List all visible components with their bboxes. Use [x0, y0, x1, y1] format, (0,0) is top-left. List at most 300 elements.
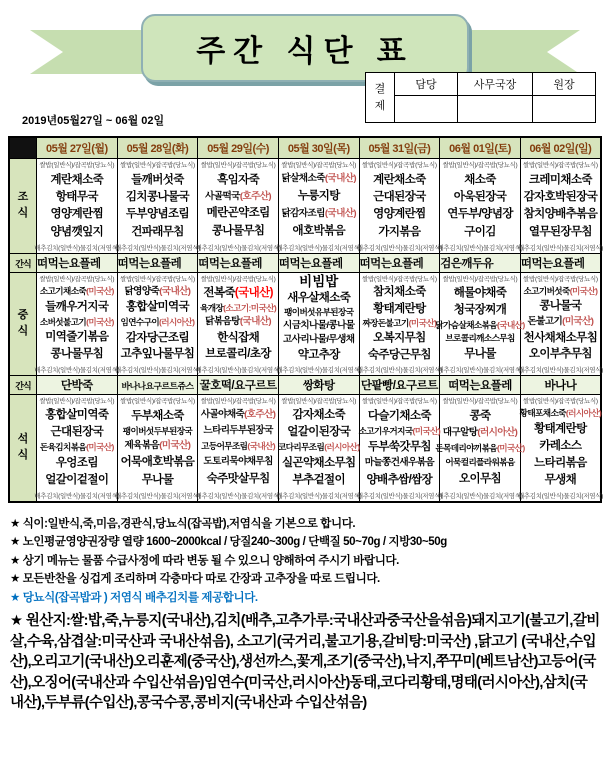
rice-note: 쌀밥(일반식)/잡곡밥(당뇨식): [39, 398, 115, 405]
menu-item: [359, 427, 441, 437]
menu-item-text: 고추잎나물무침: [120, 348, 195, 361]
menu-item: [283, 321, 354, 332]
kimchi-note: 배추김치(일반식)물김치(저염식): [34, 366, 120, 374]
menu-item: [281, 174, 356, 185]
menu-item-text: 임연수구이: [120, 317, 160, 328]
menu-item: [373, 174, 426, 187]
menu-item: [368, 410, 431, 423]
snack-cell: [198, 254, 279, 273]
menu-item-text: 소고기우거지국: [358, 425, 413, 436]
menu-item: [217, 174, 259, 187]
menu-item-text: 얼갈이겉절이: [45, 473, 109, 486]
snack-row: [9, 376, 601, 395]
snack-cell: [37, 254, 118, 273]
snack-cell: [278, 376, 359, 395]
day-header-1: 05월 27일(월): [37, 137, 118, 159]
menu-cell: [114, 273, 201, 376]
note-item: ★ 모든반찬을 싱겁게 조리하며 각층마다 따로 간장과 고추장을 따로 드립니다.: [10, 573, 380, 586]
menu-item: [278, 443, 360, 453]
menu-item-text: 두부채소죽: [131, 409, 184, 422]
menu-item: [121, 456, 195, 469]
menu-item: [205, 192, 271, 203]
snack-cell: [359, 254, 440, 273]
menu-cell-content: [276, 395, 362, 501]
menu-item: [125, 441, 191, 452]
origin-tag: (국내산): [497, 319, 525, 330]
menu-item-text: 닭볶음탕: [205, 315, 240, 327]
menu-item-text: 약고추장: [297, 348, 340, 361]
menu-item-text: 소버섯불고기: [39, 316, 87, 327]
menu-item: [459, 473, 501, 486]
menu-item-text: 닭감자조림: [281, 207, 325, 219]
menu-item: [51, 226, 104, 239]
menu-item: [51, 208, 104, 221]
menu-item-text: 참치채소죽: [373, 286, 426, 299]
menu-item: [121, 348, 195, 361]
origin-tag: (러시아산): [159, 317, 195, 328]
menu-item-text: 육개장: [200, 302, 224, 313]
menu-cell-content: [356, 395, 442, 501]
menu-item: [45, 331, 108, 344]
menu-item-text: 무나물: [141, 473, 174, 486]
kimchi-note: 배추김치(일반식)물김치(저염식): [517, 366, 604, 374]
menu-item: [131, 226, 184, 239]
menu-item: [126, 191, 189, 204]
menu-item-text: 홍합살미역죽: [45, 409, 109, 422]
menu-item: [292, 225, 345, 238]
kimchi-note: 배추김치(일반식)물김치(저염식): [195, 244, 281, 252]
menu-cell-content: [435, 273, 525, 375]
menu-cell-content: [195, 395, 281, 501]
menu-cell: [517, 273, 604, 376]
row-label-char: 석: [17, 433, 29, 446]
kimchi-note: 배추김치(일반식)물김치(저염식): [356, 366, 442, 374]
menu-item: [207, 473, 270, 486]
origin-tag: (미국산): [497, 442, 525, 453]
menu-item: [121, 318, 195, 328]
origin-tag: (미국산): [562, 315, 594, 327]
rice-note: 쌀밥(일반식)/잡곡밥(당뇨식): [281, 162, 357, 169]
menu-item-text: 시금치나물/콩나물: [283, 320, 355, 332]
menu-item-text: 다슬기채소죽: [367, 409, 431, 422]
day-header-6: 06월 01일(토): [440, 137, 521, 159]
menu-item: [205, 317, 271, 328]
menu-item-text: 소고기버섯죽: [523, 285, 570, 296]
menu-item: [203, 287, 273, 300]
menu-item-text: 오이무침: [459, 473, 502, 486]
menu-item: [51, 348, 104, 361]
menu-item: [534, 457, 587, 470]
menu-item-text: 팽이버섯두부된장국: [122, 425, 193, 436]
menu-item: [435, 444, 524, 454]
menu-item-text: 계란채소죽: [373, 173, 426, 186]
menu-item: [281, 209, 356, 220]
menu-item: [131, 410, 184, 423]
menu-cell: [114, 395, 201, 503]
origin-tag: (국내산): [247, 441, 276, 452]
menu-item: [205, 348, 271, 361]
menu-cell: [435, 273, 525, 376]
rice-note: 쌀밥(일반식)/잡곡밥(당뇨식): [120, 398, 195, 405]
origin-text: ★ 원산지:쌀:밥,죽,누릉지(국내산),김치(배추,고추가루:국내산과중국산을섞음)돼지고기(불고기,갈비살,수육,삼겹살:미국산과 국내산섞음), 소고기(국거리,불고기용,갈비탕:미국산) ,닭고기 (국내산,수입산),오리고기(국내산)오리훈제(중국산),생선까스,꽃게,조기(중국산),낙지,쭈꾸미(베트남산)고등어(국산),오징어(국내산과 수입산섞음)임연수(미국산,러시아산)동태,코다리황태,명태(러시아산),삼치(국내산),두부류(수입산),콩국수콩,콩비지(국내산과 수입산섞음): [10, 612, 600, 712]
menu-item-text: 채소죽: [464, 173, 496, 186]
menu-item-text: 제육볶음: [124, 440, 160, 451]
snack-cell: [440, 254, 521, 273]
menu-item-text: 브로콜리깨소스무침: [445, 333, 515, 344]
menu-item-text: 어묵애호박볶음: [120, 456, 195, 469]
menu-item-text: 한식잡채: [217, 331, 260, 344]
kimchi-note: 배추김치(일반식)물김치(저염식): [114, 366, 201, 374]
snack-item: 꿀호떡/요구르트: [199, 380, 277, 392]
menu-item-text: 건파래무침: [131, 225, 184, 238]
menu-item-text: 돈육김치볶음: [39, 442, 87, 453]
approval-stamp-top: 결: [374, 83, 386, 95]
row-label-char: 중: [17, 309, 29, 322]
origin-tag: (러시아산): [324, 442, 360, 453]
menu-cell-content: [34, 395, 120, 501]
snack-item: 쌍화탕: [302, 380, 335, 392]
date-range: 2019년05월27일 ~ 06월 02일: [22, 115, 165, 127]
menu-item: [373, 303, 426, 316]
rice-note: 쌀밥(일반식)/잡곡밥(당뇨식): [200, 398, 276, 405]
menu-item-text: 영양계란찜: [50, 208, 104, 221]
rice-note: 쌀밥(일반식)/잡곡밥(당뇨식): [442, 276, 518, 283]
menu-item-text: 두부양념조림: [125, 208, 189, 221]
snack-cell: [117, 376, 198, 395]
menu-item: [51, 426, 104, 439]
menu-item-text: 새우살채소죽: [287, 292, 351, 305]
menu-item-text: 감자당근조림: [125, 331, 189, 344]
snack-item: 검은깨두유: [440, 258, 494, 270]
rice-note: 쌀밥(일반식)/잡곡밥(당뇨식): [362, 162, 437, 169]
menu-item: [45, 474, 108, 487]
menu-item-text: 카레소스: [539, 439, 582, 452]
menu-item: [520, 409, 602, 419]
menu-item: [373, 286, 426, 299]
menu-cell: [517, 395, 604, 503]
menu-item: [201, 410, 276, 421]
menu-item-text: 감자채소죽: [292, 409, 346, 422]
menu-item-text: 전복죽: [203, 286, 235, 299]
menu-item-text: 브로콜리/초장: [205, 348, 271, 361]
menu-item-text: 닭가슴살채소볶음: [435, 319, 498, 330]
meal-row: [9, 395, 601, 503]
menu-item-text: 흑임자죽: [217, 173, 260, 186]
menu-cell-content: [356, 273, 442, 375]
snack-item: 떠먹는요플레: [37, 258, 101, 270]
menu-item: [362, 319, 436, 329]
origin-tag: (러시아산): [477, 426, 518, 438]
menu-item: [45, 301, 108, 314]
menu-item-text: 돈불고기: [527, 315, 563, 327]
kimchi-note: 배추김치(일반식)물김치(저염식): [276, 244, 362, 252]
menu-item-text: 양배추쌈/쌈장: [366, 473, 433, 486]
menu-item-text: 콩나물국: [539, 300, 582, 313]
menu-item: [284, 308, 353, 318]
menu-item: [435, 321, 524, 331]
menu-item-text: 황태계란탕: [373, 302, 426, 315]
row-label: 간식: [9, 254, 37, 273]
menu-item-text: 얼갈이된장국: [287, 426, 351, 439]
menu-item: [365, 458, 434, 469]
rice-note: 쌀밥(일반식)/잡곡밥(당뇨식): [523, 276, 598, 283]
menu-item: [464, 226, 496, 239]
menu-item-text: 숙주당근무침: [367, 348, 431, 361]
menu-item: [464, 348, 496, 361]
menu-item-text: 고등어무조림: [201, 441, 248, 452]
menu-item: [529, 174, 592, 187]
rice-note: 쌀밥(일반식)/잡곡밥(당뇨식): [200, 162, 276, 169]
menu-item: [203, 426, 272, 437]
menu-cell: [435, 395, 525, 503]
menu-cell: [276, 273, 362, 376]
origin-tag: (미국산): [412, 425, 441, 436]
menu-cell: [276, 395, 362, 503]
snack-cell: [278, 254, 359, 273]
menu-item-text: 홍합살미역국: [125, 301, 189, 314]
menu-item-text: 항태무국: [55, 190, 98, 203]
origin-tag: (국내산): [159, 285, 191, 297]
menu-item: [123, 427, 192, 437]
menu-item: [367, 474, 433, 487]
menu-cell-content: [276, 273, 362, 375]
approval-stamp-bottom: 제: [374, 99, 386, 112]
menu-cell: [34, 159, 120, 254]
kimchi-note: 배추김치(일반식)물김치(저염식): [276, 366, 362, 374]
origin-tag: (국내산): [324, 207, 357, 219]
snack-cell: [520, 254, 601, 273]
menu-item-text: 오이부추무침: [528, 348, 592, 361]
menu-item: [292, 474, 345, 487]
menu-item: [534, 423, 587, 436]
day-header-3: 05월 29일(수): [198, 137, 279, 159]
menu-item: [539, 300, 581, 313]
note-item: ★ 상기 메뉴는 물품 수급사정에 따라 변동 될 수 있으니 양해하여 주시기 바랍니다.: [10, 554, 399, 567]
rice-note: 쌀밥(일반식)/잡곡밥(당뇨식): [281, 398, 357, 405]
menu-item-text: 근대된장국: [373, 190, 426, 203]
snack-item: 떠먹는요플레: [278, 258, 343, 270]
menu-cell: [356, 159, 442, 254]
menu-item-text: 메란곤약조림: [206, 207, 270, 220]
menu-item: [201, 442, 275, 452]
menu-item: [283, 335, 354, 346]
menu-item: [529, 226, 592, 239]
kimchi-note: 배추김치(일반식)물김치(저염식): [195, 492, 281, 500]
snack-item: 단박죽: [60, 380, 93, 392]
menu-item-text: 무생채: [544, 473, 577, 486]
menu-item-text: 코다리무조림: [277, 442, 325, 453]
menu-item: [454, 191, 507, 204]
menu-item: [524, 191, 598, 204]
menu-item-text: 참치양배추볶음: [523, 208, 598, 221]
menu-item-text: 숙주맛살무침: [206, 472, 270, 485]
menu-cell: [356, 273, 442, 376]
kimchi-note: 배추김치(일반식)물김치(저염식): [356, 245, 442, 252]
origin-tag: (국내산): [239, 315, 272, 327]
menu-item-text: 누릉지탕: [297, 190, 340, 203]
snack-cell: [37, 376, 118, 395]
menu-cell: [34, 273, 120, 376]
menu-item: [527, 317, 593, 328]
snack-cell: [117, 254, 198, 273]
kimchi-note: 배추김치(일반식)물김치(저염식): [195, 366, 281, 374]
menu-item: [40, 287, 114, 297]
menu-item-text: 구이김: [464, 225, 496, 238]
menu-item: [378, 226, 420, 239]
row-label-char: 조: [17, 191, 29, 204]
note-item: ★ 노인평균영양권장량 열량 1600~2000kcal / 당질240~300g / 단백질 50~70g / 지방30~50g: [10, 536, 447, 549]
origin-tag: (미국산): [159, 440, 191, 451]
menu-item: [212, 225, 265, 238]
menu-item-text: 짜장돈불고기: [362, 318, 409, 329]
menu-cell: [195, 395, 281, 503]
snack-item: 떠먹는요플레: [359, 258, 424, 270]
menu-item: [56, 191, 98, 204]
menu-item-text: 대구알탕: [442, 426, 478, 438]
row-label-char: 식: [17, 449, 29, 461]
menu-item-text: 계란채소죽: [50, 173, 104, 186]
menu-item: [51, 174, 104, 187]
menu-item: [126, 208, 189, 221]
menu-cell-content: [437, 159, 523, 253]
rice-note: 쌀밥(일반식)/잡곡밥(당뇨식): [39, 162, 115, 169]
menu-item-text: 아욱된장국: [453, 190, 507, 203]
menu-item: [56, 457, 98, 470]
menu-item-text: 들깨우거지국: [45, 300, 109, 313]
menu-item-text: 양념깻잎지: [50, 225, 104, 238]
menu-item: [131, 174, 184, 187]
menu-item-text: 콩죽: [469, 410, 491, 423]
note-item: ★ 당뇨식(잡곡밥과 ) 저염식 배추김치를 제공합니다.: [10, 591, 258, 604]
menu-item: [523, 287, 597, 297]
snack-item: 떠먹는요플레: [117, 258, 182, 270]
menu-item-text: 미역줄기볶음: [45, 331, 109, 344]
menu-table: [8, 136, 602, 503]
menu-item: [524, 332, 598, 345]
menu-item: [445, 334, 514, 344]
menu-item-text: 두부쑥갓무침: [367, 441, 431, 453]
menu-cell-content: [114, 159, 201, 253]
origin-tag: (러시아산): [565, 408, 602, 419]
menu-item: [368, 441, 431, 454]
menu-item: [373, 191, 426, 204]
menu-item-text: 애호박볶음: [292, 224, 346, 237]
approval-sign-cell: [395, 96, 458, 123]
menu-cell-content: [517, 395, 604, 501]
menu-item: [368, 349, 431, 362]
row-label: [9, 159, 37, 254]
approval-sign-cell: [533, 96, 596, 123]
menu-item: [287, 292, 350, 305]
menu-item: [524, 208, 598, 221]
menu-item: [373, 208, 426, 221]
approval-col-samugukjang: 사무국장: [458, 73, 533, 96]
snack-cell: [520, 376, 601, 395]
menu-item-text: 영양계란찜: [373, 208, 426, 221]
origin-tag: (미국산): [569, 285, 598, 296]
menu-item-text: 부추겉절이: [292, 473, 346, 486]
origin-tag: (미국산): [86, 316, 114, 327]
menu-cell-content: [435, 395, 525, 501]
rice-note: 쌀밥(일반식)/잡곡밥(당뇨식): [523, 398, 598, 405]
origin-tag: (미국산): [86, 286, 114, 297]
origin-tag: (미국산): [408, 318, 437, 329]
snack-item: 떠먹는요플레: [520, 258, 585, 270]
menu-cell-content: [517, 273, 604, 375]
page-title: 주간 식단 표: [196, 35, 414, 68]
menu-item: [217, 332, 259, 345]
rice-note: 쌀밥(일반식)/잡곡밥(당뇨식): [442, 398, 518, 405]
menu-cell-content: [276, 159, 362, 253]
snack-row: [9, 254, 601, 273]
menu-item-text: 무나물: [464, 348, 496, 361]
kimchi-note: 배추김치(일반식)물김치(저염식): [356, 492, 442, 500]
menu-header-row: [9, 137, 601, 159]
menu-item: [445, 458, 514, 468]
menu-item: [539, 440, 581, 453]
origin-tag: (호주산): [244, 409, 276, 421]
rice-note: 쌀밥(일반식)/잡곡밥(당뇨식): [200, 276, 276, 283]
origin-tag: (미국산): [86, 442, 114, 453]
menu-item-text: 해물야채죽: [453, 287, 507, 300]
menu-item: [470, 410, 491, 423]
row-label-char: 식: [17, 207, 29, 219]
menu-item-text: 돈목데리야끼볶음: [435, 442, 498, 453]
menu-item-text: 황태계란탕: [534, 422, 587, 435]
rice-note: 쌀밥(일반식)/잡곡밥(당뇨식): [120, 276, 195, 283]
menu-item-text: 마늘쫑건새우볶음: [364, 457, 435, 469]
menu-item-text: 열무된장무침: [528, 225, 592, 238]
menu-item: [126, 301, 189, 314]
day-header-4: 05월 30일(목): [278, 137, 359, 159]
meta-row: [0, 79, 610, 128]
meal-row: [9, 273, 601, 376]
menu-item: [454, 304, 507, 317]
kimchi-note: 배추김치(일반식)물김치(저염식): [34, 245, 120, 252]
kimchi-note: 배추김치(일반식)물김치(저염식): [437, 492, 523, 500]
kimchi-note: 배추김치(일반식)물김치(저염식): [517, 492, 604, 500]
snack-cell: [359, 376, 440, 395]
menu-item-text: 비빔밥: [299, 274, 339, 289]
rice-note: 쌀밥(일반식)/잡곡밥(당뇨식): [39, 276, 115, 283]
menu-item-text: 오복지무침: [373, 332, 426, 345]
menu-item-text: 연두부/양념장: [447, 208, 513, 221]
snack-item: 떠먹는요플레: [448, 380, 512, 392]
menu-item: [45, 409, 108, 422]
menu-cell-content: [34, 273, 120, 375]
menu-item: [373, 332, 426, 345]
menu-cell: [195, 159, 281, 254]
menu-item: [126, 332, 189, 345]
menu-item-text: 콩나물무침: [50, 348, 104, 361]
menu-item-text: 닭영양죽: [124, 285, 160, 297]
menu-item: [298, 349, 340, 362]
menu-item-text: 우엉조림: [55, 456, 98, 469]
menu-item-text: 팽이버섯유부된장국: [284, 307, 354, 318]
menu-item: [299, 274, 338, 289]
approval-sign-cell: [458, 96, 533, 123]
menu-table-container: [0, 136, 610, 503]
snack-cell: [440, 376, 521, 395]
row-label: 간식: [9, 376, 37, 395]
day-header-2: 05월 28일(화): [117, 137, 198, 159]
snack-cell: [198, 376, 279, 395]
menu-item-text: 콩나물무침: [211, 225, 265, 238]
meal-row: [9, 159, 601, 254]
menu-item: [545, 474, 577, 487]
menu-item-text: 사골떡국: [205, 190, 240, 202]
menu-cell-content: [195, 273, 281, 375]
